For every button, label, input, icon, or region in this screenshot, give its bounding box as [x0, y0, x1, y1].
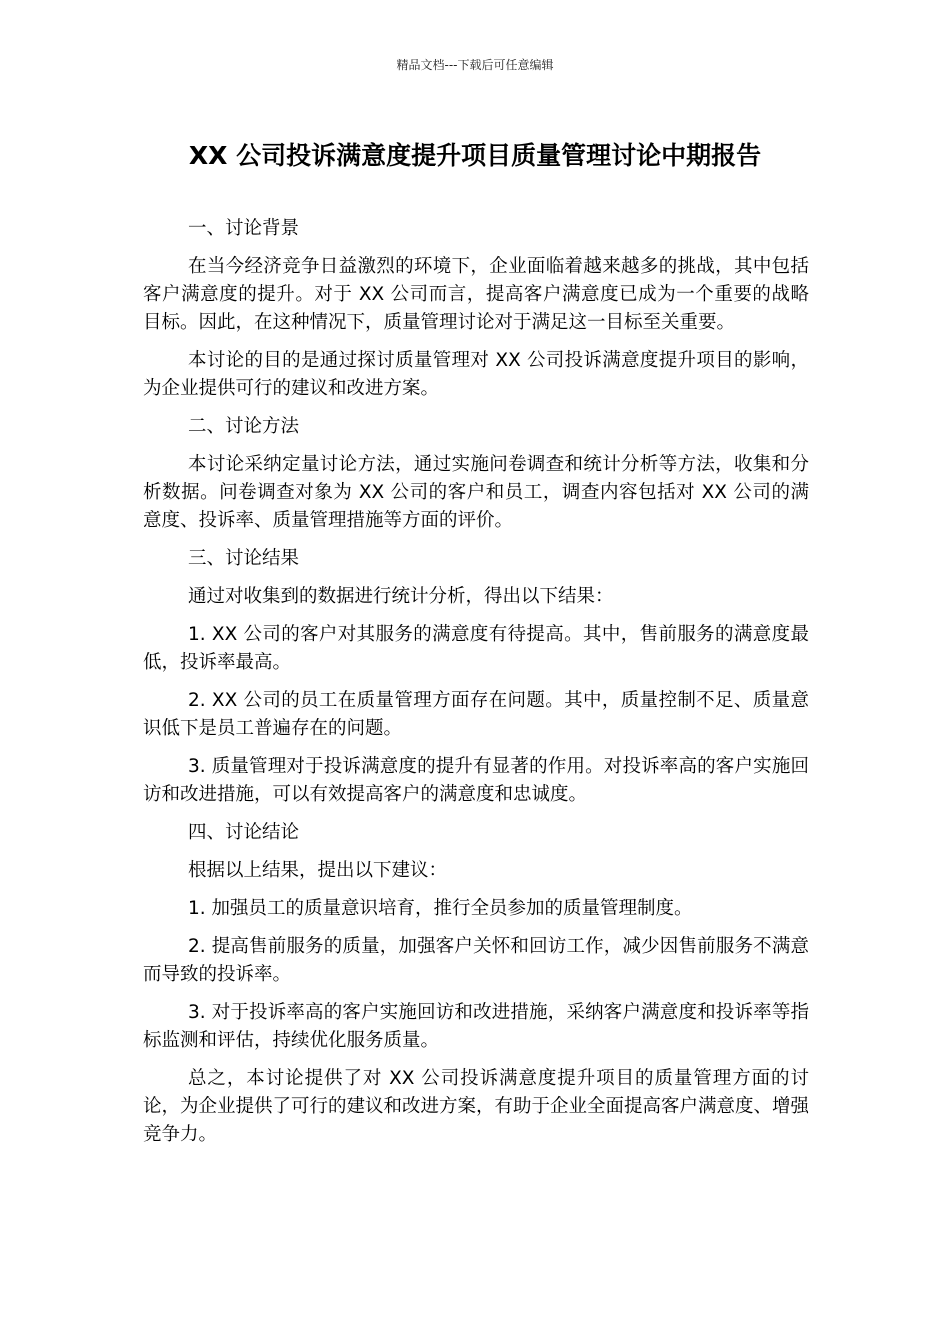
section-heading-results: 三、讨论结果 — [188, 548, 300, 569]
paragraph-conclusion-intro: 根据以上结果，提出以下建议： — [188, 860, 448, 881]
section-heading-background: 一、讨论背景 — [188, 218, 300, 239]
paragraph-background-context: 在当今经济竞争日益激烈的环境下，企业面临着越来越多的挑战，其中包括客户满意度的提升。对于 XX 公司而言，提高客户满意度已成为一个重要的战略目标。因此，在这种情况下，质量管理讨论对于满足这一目标至关重要。 — [143, 256, 809, 333]
section-heading-conclusion: 四、讨论结论 — [188, 822, 300, 843]
document-title: XX 公司投诉满意度提升项目质量管理讨论中期报告 — [188, 141, 762, 170]
result-item-1: 1. XX 公司的客户对其服务的满意度有待提高。其中，售前服务的满意度最低，投诉率最高。 — [143, 624, 809, 673]
suggestion-item-3: 3. 对于投诉率高的客户实施回访和改进措施，采纳客户满意度和投诉率等指标监测和评估，持续优化服务质量。 — [143, 1002, 809, 1051]
paragraph-background-purpose: 本讨论的目的是通过探讨质量管理对 XX 公司投诉满意度提升项目的影响，为企业提供可行的建议和改进方案。 — [143, 350, 809, 399]
paragraph-method: 本讨论采纳定量讨论方法，通过实施问卷调查和统计分析等方法，收集和分析数据。问卷调查对象为 XX 公司的客户和员工，调查内容包括对 XX 公司的满意度、投诉率、质量管理措施等方面的评价。 — [143, 454, 809, 531]
paragraph-summary: 总之，本讨论提供了对 XX 公司投诉满意度提升项目的质量管理方面的讨论，为企业提供了可行的建议和改进方案，有助于企业全面提高客户满意度、增强竞争力。 — [143, 1068, 810, 1145]
suggestion-item-1: 1. 加强员工的质量意识培育，推行全员参加的质量管理制度。 — [188, 898, 693, 919]
paragraph-results-intro: 通过对收集到的数据进行统计分析，得出以下结果： — [188, 586, 614, 607]
section-heading-method: 二、讨论方法 — [188, 416, 300, 437]
result-item-2: 2. XX 公司的员工在质量管理方面存在问题。其中，质量控制不足、质量意识低下是员工普遍存在的问题。 — [143, 690, 809, 739]
page-header-note: 精品文档---下载后可任意编辑 — [396, 58, 554, 72]
suggestion-item-2: 2. 提高售前服务的质量，加强客户关怀和回访工作，减少因售前服务不满意而导致的投诉率。 — [143, 936, 809, 985]
result-item-3: 3. 质量管理对于投诉满意度的提升有显著的作用。对投诉率高的客户实施回访和改进措施，可以有效提高客户的满意度和忠诚度。 — [143, 756, 809, 805]
document-body — [143, 215, 809, 1159]
